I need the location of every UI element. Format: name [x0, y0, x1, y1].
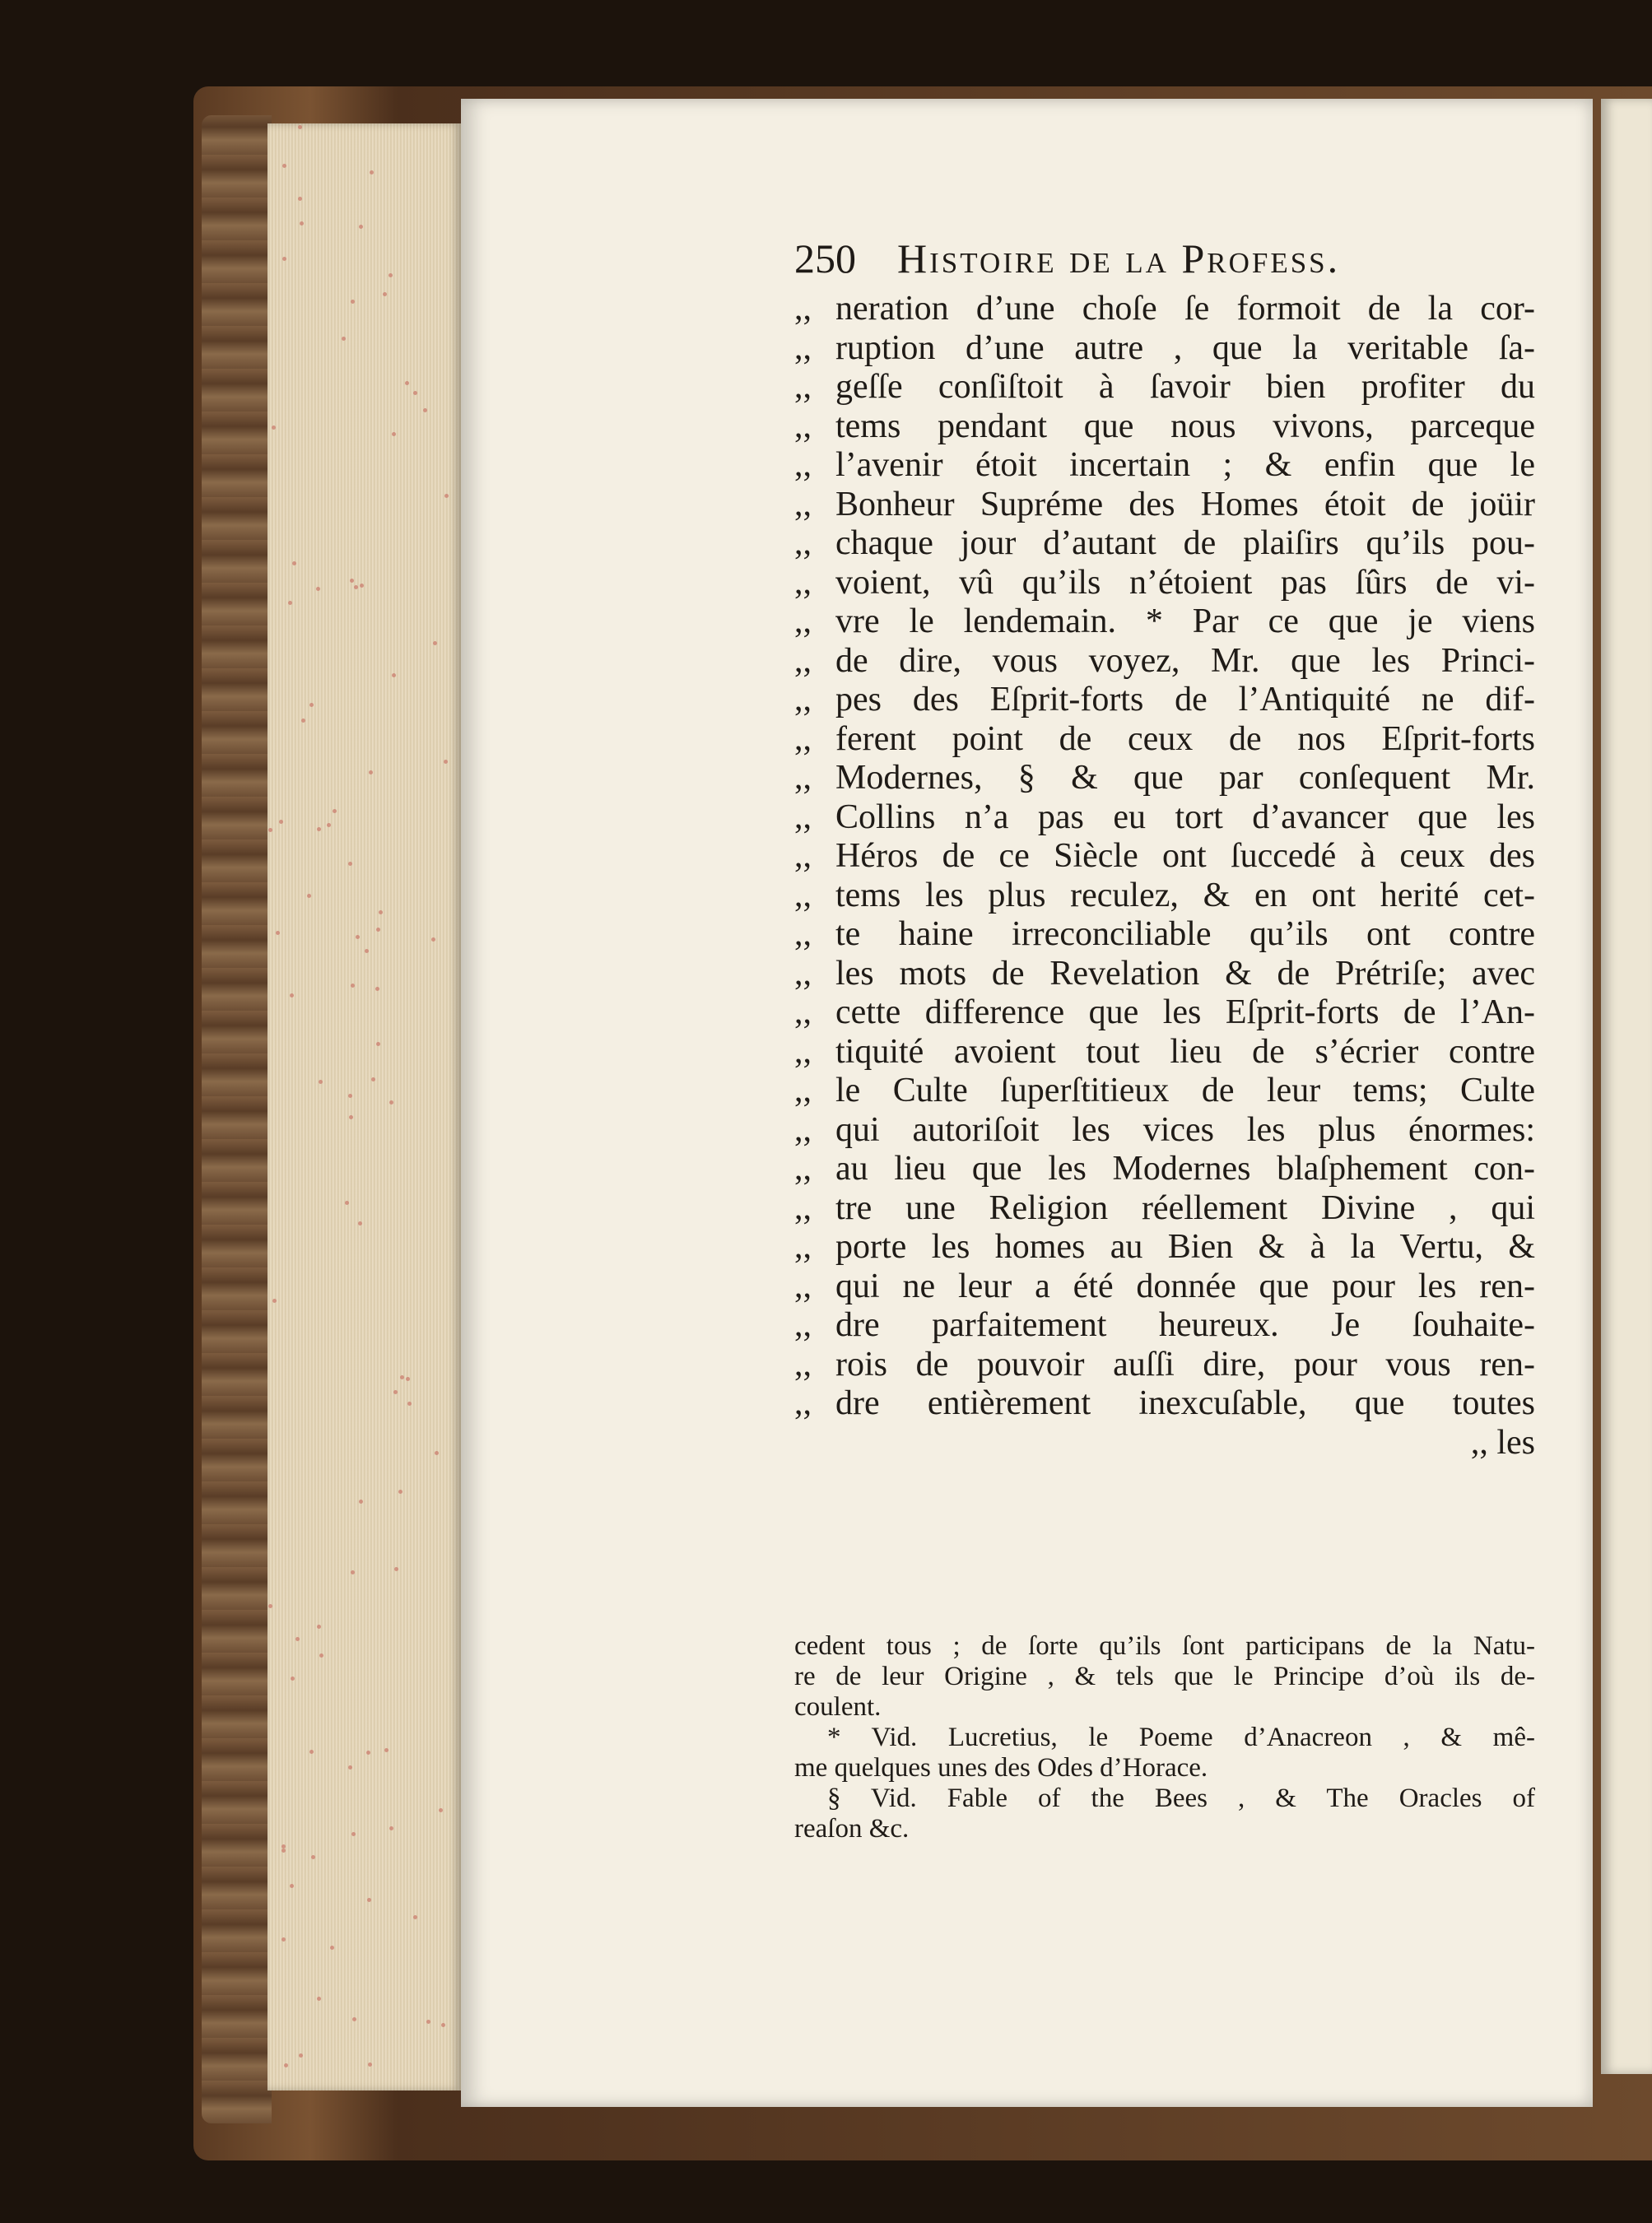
text-line	[794, 798, 1535, 838]
edge-speck	[307, 894, 311, 898]
quotation-mark: ,,	[794, 1228, 812, 1266]
text-line	[794, 1384, 1535, 1424]
edge-speck	[268, 828, 272, 832]
quotation-mark: ,,	[794, 837, 812, 875]
quotation-mark: ,,	[794, 1306, 812, 1344]
edge-speck	[300, 221, 304, 226]
edge-speck	[398, 1490, 403, 1494]
quotation-mark: ,,	[794, 993, 812, 1031]
line-text: chaque jour d’autant de plaiſirs qu’ils pou-	[835, 524, 1535, 562]
footnote-line: re de leur Origine , & tels que le Principe d’où ils de-	[794, 1662, 1535, 1691]
edge-speck	[389, 1826, 393, 1830]
edge-speck	[358, 1221, 362, 1225]
edge-speck	[316, 587, 320, 591]
quotation-mark: ,,	[794, 759, 812, 797]
text-line	[794, 407, 1535, 447]
edge-speck	[330, 1946, 334, 1950]
edge-speck	[379, 910, 383, 914]
line-text: te haine irreconciliable qu’ils ont contre	[835, 915, 1535, 953]
edge-speck	[319, 1080, 323, 1084]
edge-speck	[282, 164, 286, 168]
line-text: voient, vû qu’ils n’étoient pas ſûrs de vi-	[835, 563, 1535, 602]
edge-speck	[333, 809, 337, 813]
text-line	[794, 993, 1535, 1033]
edge-speck	[291, 1677, 295, 1681]
edge-speck	[290, 993, 294, 998]
edge-speck	[368, 2063, 372, 2067]
edge-speck	[389, 1100, 393, 1105]
edge-speck	[369, 770, 373, 774]
line-text: ferent point de ceux de nos Eſprit-forts	[835, 719, 1535, 758]
line-text: Héros de ce Siècle ont ſuccedé à ceux des	[835, 837, 1535, 875]
quotation-mark: ,,	[794, 328, 812, 367]
quotation-mark: ,,	[794, 446, 812, 484]
quotation-mark: ,,	[794, 485, 812, 523]
edge-speck	[359, 225, 363, 229]
edge-speck	[317, 1997, 321, 2001]
edge-speck	[301, 719, 305, 723]
edge-speck	[383, 292, 387, 296]
edge-speck	[352, 2017, 356, 2021]
line-text: au lieu que les Modernes blaſphement con-	[835, 1150, 1535, 1188]
quotation-mark: ,,	[794, 1072, 812, 1109]
edge-speck	[348, 1094, 352, 1098]
line-text: de dire, vous voyez, Mr. que les Princi-	[835, 641, 1535, 680]
page-header	[794, 235, 1535, 284]
edge-speck	[394, 1567, 398, 1571]
text-line	[794, 329, 1535, 369]
line-text: tiquité avoient tout lieu de s’écrier contre	[835, 1032, 1535, 1071]
edge-speck	[375, 987, 379, 991]
facing-page-edge	[1601, 99, 1652, 2074]
book-page	[461, 99, 1593, 2107]
line-text: les mots de Revelation & de Prétriſe; avec	[835, 954, 1535, 993]
edge-speck	[435, 1451, 439, 1455]
quotation-mark: ,,	[794, 1150, 812, 1188]
edge-speck	[367, 1898, 371, 1902]
edge-speck	[282, 1849, 286, 1853]
line-text: tre une Religion réellement Divine , qui	[835, 1188, 1535, 1227]
quotation-mark: ,,	[794, 798, 812, 836]
quotation-mark: ,,	[794, 563, 812, 602]
edge-speck	[400, 1375, 404, 1379]
line-text: l’avenir étoit incertain ; & enfin que le	[835, 446, 1535, 484]
text-line	[794, 955, 1535, 994]
line-text: pes des Eſprit-forts de l’Antiquité ne dif-	[835, 681, 1535, 719]
edge-speck	[423, 408, 427, 412]
edge-speck	[309, 1750, 314, 1754]
quotation-mark: ,,	[794, 954, 812, 993]
quotation-mark: ,,	[794, 1032, 812, 1071]
edge-speck	[406, 1377, 410, 1381]
edge-speck	[319, 1653, 323, 1658]
edge-speck	[299, 2053, 303, 2058]
line-text: Collins n’a pas eu tort d’avancer que les	[835, 798, 1535, 836]
quotation-mark: ,,	[794, 524, 812, 562]
edge-speck	[384, 1748, 389, 1752]
edge-speck	[444, 494, 449, 498]
edge-speck	[295, 1637, 300, 1641]
edge-speck	[360, 584, 364, 588]
edge-speck	[359, 1500, 363, 1504]
edge-speck	[276, 931, 280, 935]
catchword: ,, les	[1470, 1423, 1535, 1462]
line-text: cette difference que les Eſprit-forts de l’An-	[835, 993, 1535, 1031]
text-line	[794, 759, 1535, 798]
line-text: Bonheur Supréme des Homes étoit de joüir	[835, 485, 1535, 523]
edge-speck	[288, 601, 292, 605]
quotation-mark: ,,	[794, 1384, 812, 1422]
edge-speck	[365, 949, 369, 953]
text-line	[794, 446, 1535, 486]
edge-speck	[284, 2063, 288, 2067]
edge-speck	[298, 197, 302, 201]
edge-speck	[292, 561, 296, 565]
text-line	[794, 1150, 1535, 1189]
text-line	[794, 564, 1535, 603]
line-text: tems les plus reculez, & en ont herité cet-	[835, 876, 1535, 914]
edge-speck	[393, 1390, 398, 1394]
edge-speck	[351, 984, 355, 988]
footnote-line: me quelques unes des Odes d’Horace.	[794, 1753, 1208, 1783]
edge-speck	[441, 2023, 445, 2027]
footnotes	[794, 1631, 1535, 1844]
line-text: geſſe conſiſtoit à ſavoir bien profiter du	[835, 368, 1535, 406]
edge-speck	[348, 1765, 352, 1770]
edge-speck	[413, 391, 417, 395]
edge-speck	[376, 1042, 380, 1046]
edge-speck	[311, 1855, 315, 1859]
text-line	[794, 1267, 1535, 1307]
edge-speck	[389, 273, 393, 277]
edge-speck	[317, 1625, 321, 1629]
text-line	[794, 524, 1535, 564]
edge-speck	[282, 1937, 286, 1942]
text-line	[794, 602, 1535, 642]
edge-speck	[376, 928, 380, 932]
edge-speck	[351, 1832, 356, 1836]
line-text: qui ne leur a été donnée que pour les ren-	[835, 1267, 1535, 1305]
text-line	[794, 1189, 1535, 1229]
quotation-mark: ,,	[794, 876, 812, 914]
footnote-line: * Vid. Lucretius, le Poeme d’Anacreon , & mê-	[827, 1723, 1535, 1752]
quotation-mark: ,,	[794, 1345, 812, 1384]
edge-speck	[272, 1299, 277, 1303]
running-head: Histoire de la Profess.	[897, 235, 1341, 281]
line-text: le Culte ſuperſtitieux de leur tems; Culte	[835, 1072, 1535, 1109]
edge-speck	[439, 1808, 443, 1812]
page-edges	[268, 123, 461, 2090]
text-line	[794, 1228, 1535, 1267]
text-line	[794, 681, 1535, 720]
edge-speck	[433, 641, 437, 645]
edge-speck	[342, 337, 346, 341]
footnote-line: reaſon &c.	[794, 1814, 910, 1844]
quotation-mark: ,,	[794, 290, 812, 328]
edge-speck	[350, 579, 354, 583]
text-line	[794, 368, 1535, 407]
line-text: ruption d’une autre , que la veritable ſa-	[835, 328, 1535, 367]
quotation-mark: ,,	[794, 719, 812, 758]
quotation-mark: ,,	[794, 368, 812, 406]
text-line	[794, 720, 1535, 760]
footnote-line: cedent tous ; de ſorte qu’ils ſont participans de la Natu-	[794, 1631, 1535, 1661]
text-line	[794, 290, 1535, 329]
edge-speck	[370, 170, 374, 174]
line-text: dre parfaitement heureux. Je ſouhaite-	[835, 1306, 1535, 1344]
text-line	[794, 1306, 1535, 1346]
edge-speck	[426, 2020, 430, 2024]
line-text: qui autoriſoit les vices les plus énormes:	[835, 1110, 1535, 1149]
text-line	[794, 1111, 1535, 1151]
edge-speck	[272, 426, 276, 430]
body-text	[794, 290, 1535, 1463]
footnote-line: coulent.	[794, 1692, 882, 1722]
edge-speck	[413, 1915, 417, 1919]
edge-speck	[348, 862, 352, 866]
quotation-mark: ,,	[794, 915, 812, 953]
edge-speck	[345, 1201, 349, 1205]
edge-speck	[298, 125, 302, 129]
edge-speck	[354, 585, 358, 589]
edge-speck	[392, 432, 396, 436]
edge-speck	[351, 1570, 355, 1574]
text-line	[794, 877, 1535, 916]
text-line	[794, 486, 1535, 525]
edge-speck	[356, 935, 360, 939]
quotation-mark: ,,	[794, 602, 812, 640]
edge-speck	[327, 823, 331, 827]
footnote-line: § Vid. Fable of the Bees , & The Oracles of	[827, 1784, 1535, 1813]
edge-speck	[279, 820, 283, 824]
edge-speck	[268, 1604, 272, 1608]
edge-speck	[349, 1115, 353, 1119]
text-line	[794, 1346, 1535, 1385]
quotation-mark: ,,	[794, 1110, 812, 1149]
book-spine	[202, 115, 272, 2123]
line-text: Modernes, § & que par conſequent Mr.	[835, 759, 1535, 797]
edge-speck	[309, 703, 314, 707]
edge-speck	[290, 1884, 294, 1888]
text-line	[794, 642, 1535, 681]
edge-speck	[366, 1751, 370, 1755]
line-text: porte les homes au Bien & à la Vertu, &	[835, 1228, 1535, 1266]
text-line	[794, 1033, 1535, 1072]
line-text: dre entièrement inexcuſable, que toutes	[835, 1384, 1535, 1422]
edge-speck	[371, 1077, 375, 1081]
edge-speck	[431, 937, 435, 942]
text-line	[794, 837, 1535, 877]
text-line	[794, 915, 1535, 955]
quotation-mark: ,,	[794, 641, 812, 680]
quotation-mark: ,,	[794, 1188, 812, 1227]
line-text: tems pendant que nous vivons, parceque	[835, 407, 1535, 445]
edge-speck	[405, 381, 409, 385]
edge-speck	[444, 760, 448, 764]
quotation-mark: ,,	[794, 407, 812, 445]
quotation-mark: ,,	[794, 1267, 812, 1305]
edge-speck	[351, 300, 355, 304]
edge-speck	[282, 257, 286, 261]
page-number: 250	[794, 235, 856, 281]
line-text: neration d’une choſe ſe formoit de la cor-	[835, 290, 1535, 328]
edge-speck	[407, 1402, 412, 1406]
edge-speck	[317, 827, 321, 831]
text-line	[794, 1072, 1535, 1111]
line-text: rois de pouvoir auſſi dire, pour vous ren-	[835, 1345, 1535, 1384]
line-text: vre le lendemain. * Par ce que je viens	[835, 602, 1535, 640]
edge-speck	[392, 673, 396, 677]
quotation-mark: ,,	[794, 681, 812, 719]
